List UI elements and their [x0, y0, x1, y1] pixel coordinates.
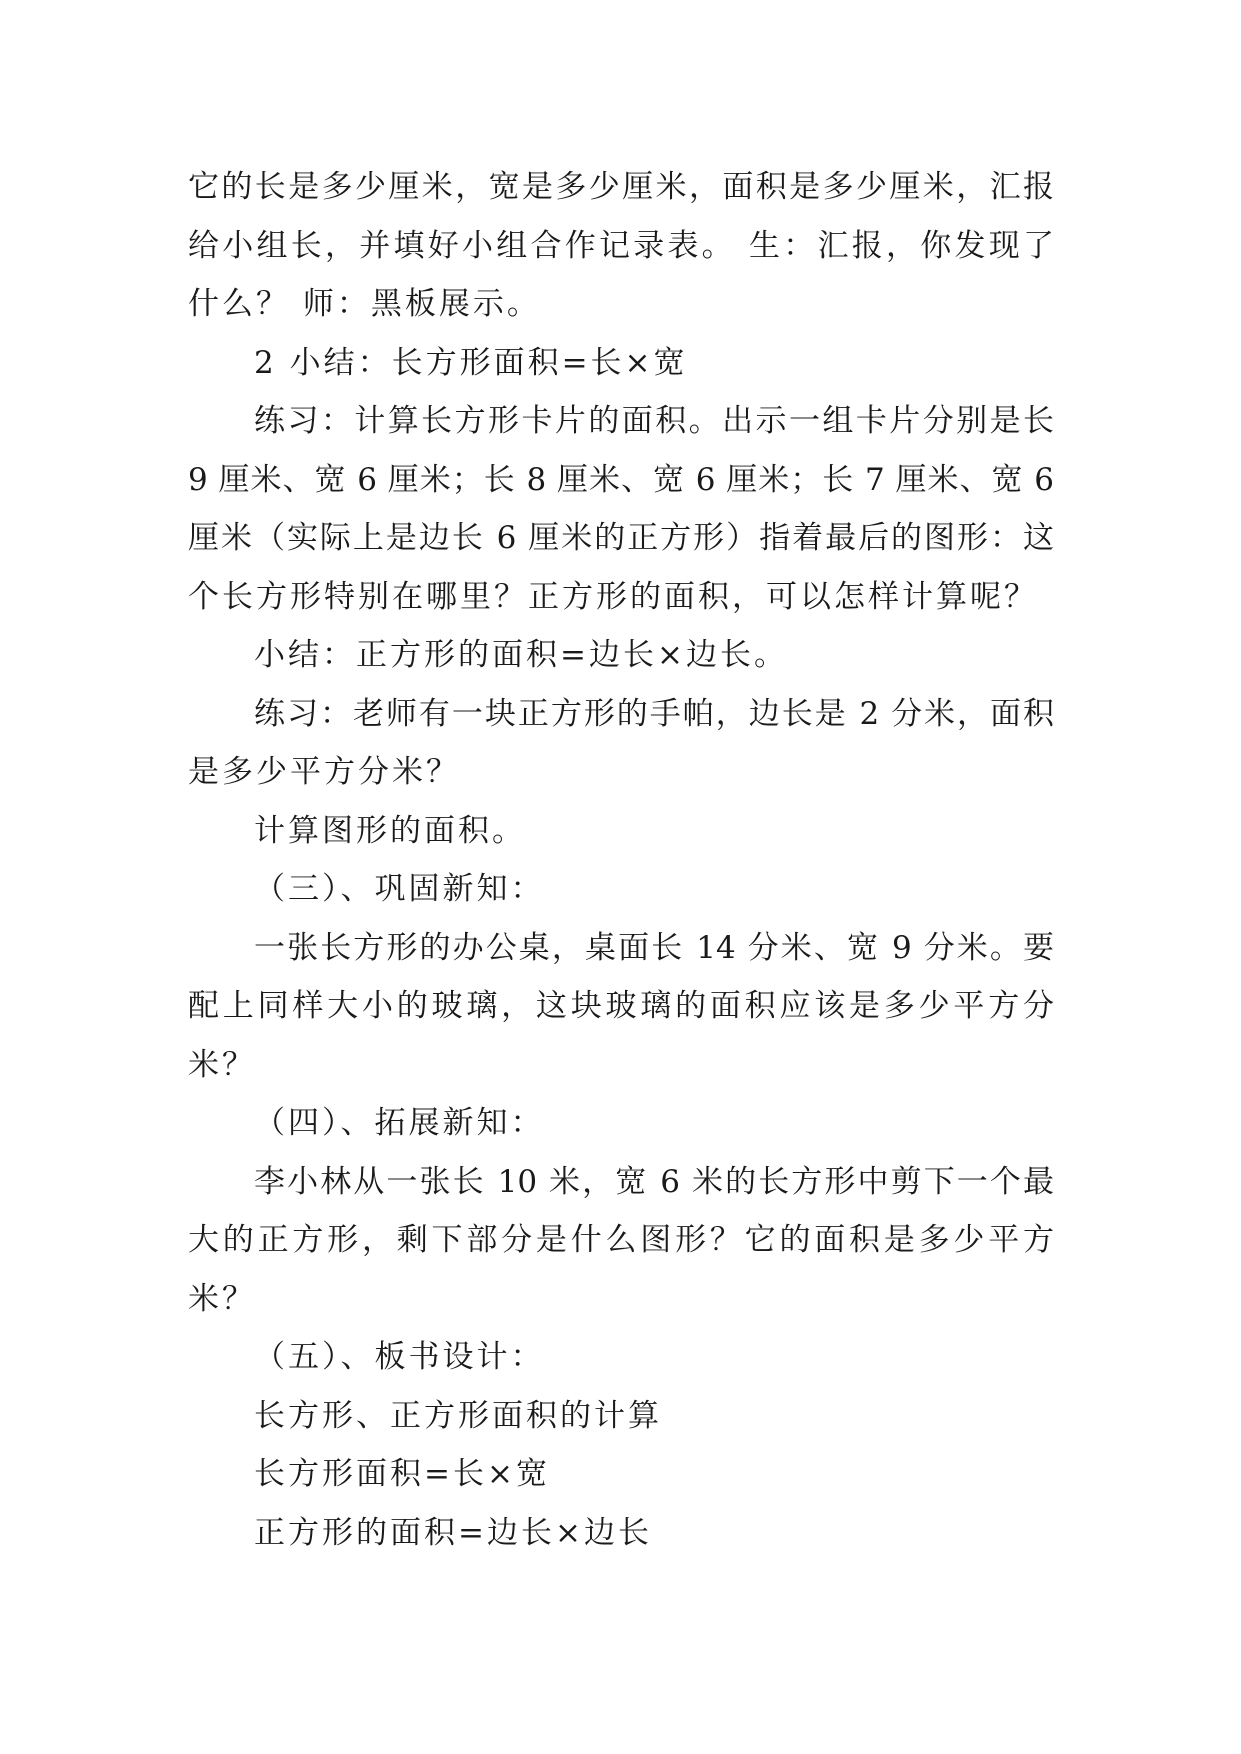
section-heading: （四）、拓展新知： [254, 1105, 545, 1141]
text-line: 它的长是多少厘米，宽是多少厘米，面积是多少厘米，汇报 [188, 169, 1054, 205]
summary-line: 2 小结：长方形面积=长×宽 [254, 344, 688, 381]
text-line: 计算图形的面积。 [254, 812, 526, 849]
text-line: 配上同样大小的玻璃，这块玻璃的面积应该是多少平方分 [188, 988, 1054, 1024]
text-line: 厘米（实际上是边长 6 厘米的正方形）指着最后的图形：这 [188, 520, 1054, 556]
text-line: 个长方形特别在哪里？正方形的面积，可以怎样计算呢？ [188, 578, 1038, 615]
exercise-line: 练习：计算长方形卡片的面积。出示一组卡片分别是长 [254, 403, 1054, 439]
board-line: 正方形的面积=边长×边长 [254, 1514, 652, 1551]
text-line: 大的正方形，剩下部分是什么图形？它的面积是多少平方 [188, 1222, 1054, 1258]
text-line: 9 厘米、宽 6 厘米；长 8 厘米、宽 6 厘米；长 7 厘米、宽 6 [188, 461, 1054, 498]
summary-line: 小结：正方形的面积=边长×边长。 [254, 637, 788, 673]
text-line: 米？ [188, 1046, 256, 1083]
text-line: 是多少平方分米？ [188, 754, 460, 790]
exercise-line: 练习：老师有一块正方形的手帕，边长是 2 分米，面积 [254, 695, 1054, 732]
text-line: 什么？ 师：黑板展示。 [188, 286, 541, 322]
text-line: 一张长方形的办公桌，桌面长 14 分米、宽 9 分米。要 [254, 929, 1054, 966]
text-line: 米？ [188, 1280, 256, 1317]
section-heading: （三）、巩固新知： [254, 871, 545, 907]
section-heading: （五）、板书设计： [254, 1339, 545, 1375]
board-line: 长方形面积=长×宽 [254, 1456, 550, 1492]
text-line: 给小组长，并填好小组合作记录表。 生：汇报，你发现了 [188, 227, 1054, 264]
text-line: 李小林从一张长 10 米，宽 6 米的长方形中剪下一个最 [254, 1163, 1054, 1200]
board-line: 长方形、正方形面积的计算 [254, 1397, 662, 1434]
document-body [188, 158, 1054, 1562]
